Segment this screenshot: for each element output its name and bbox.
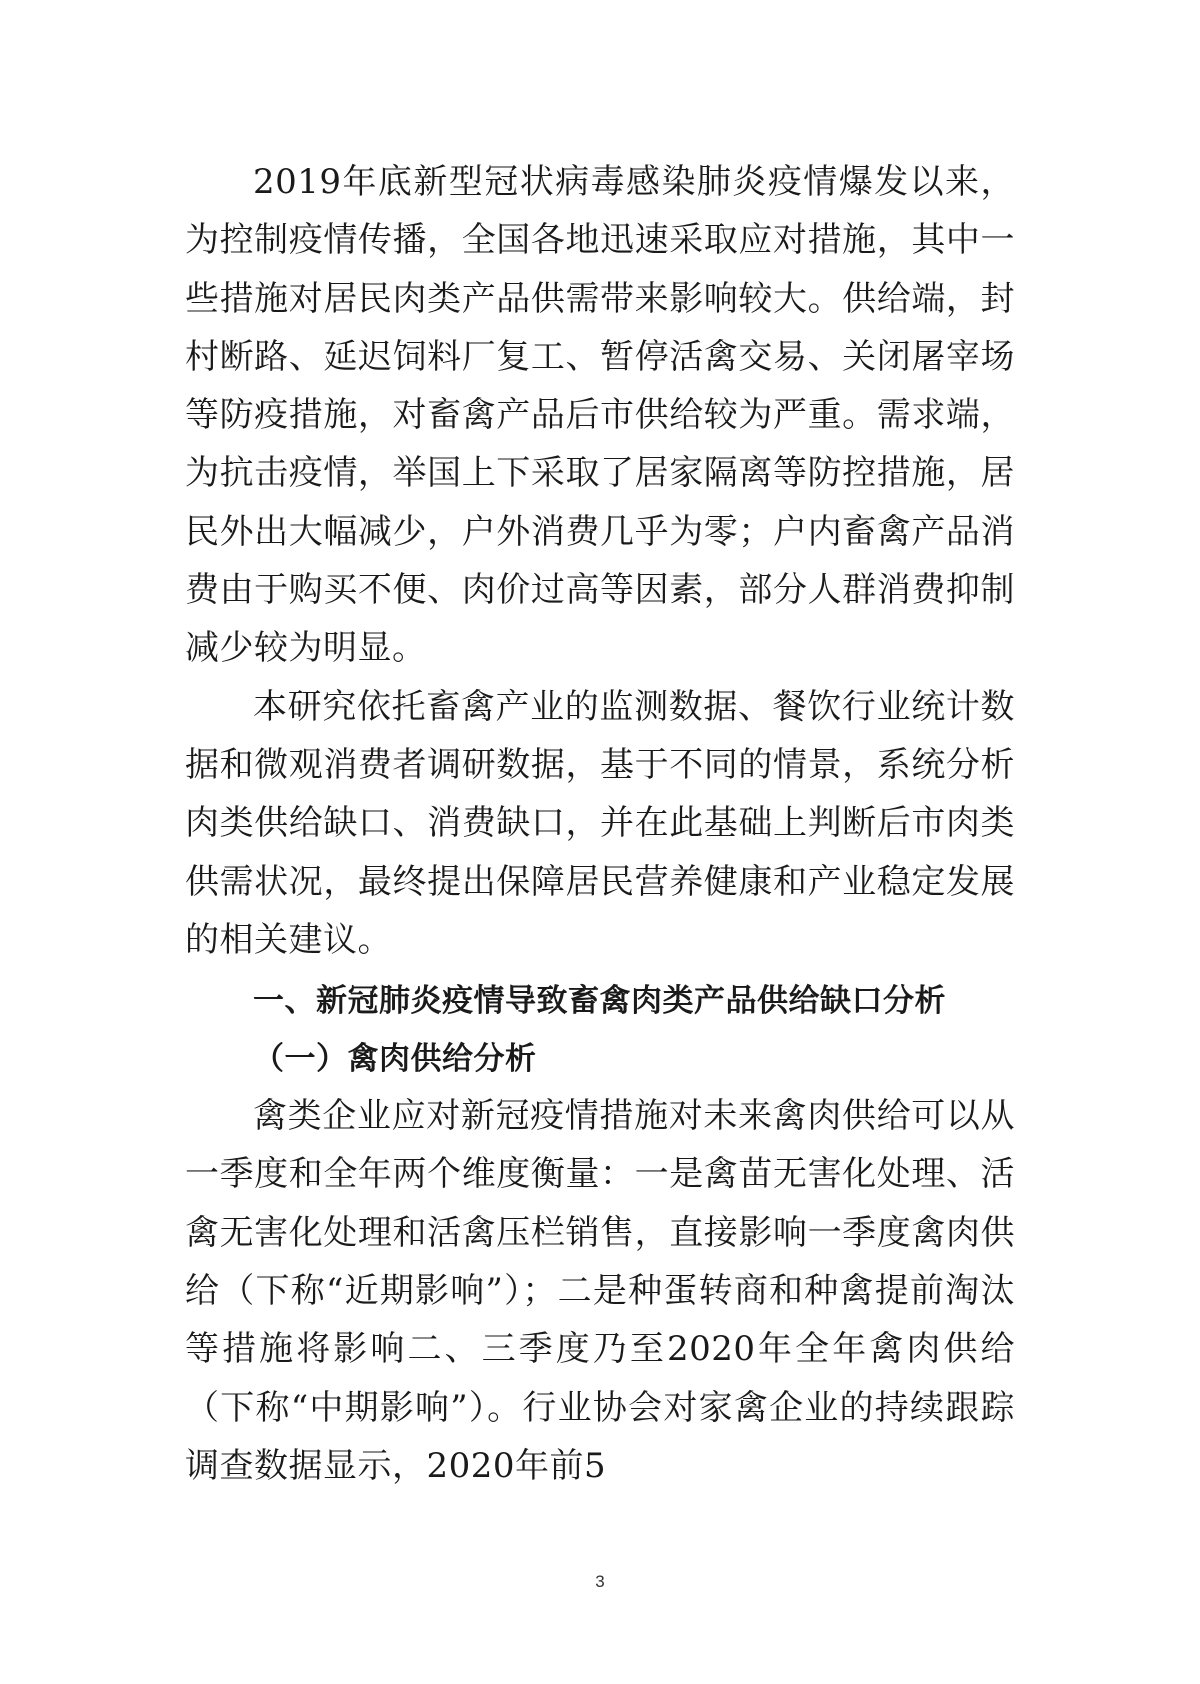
document-body [185, 153, 1015, 1495]
intro-paragraph-1: 2019年底新型冠状病毒感染肺炎疫情爆发以来，为控制疫情传播，全国各地迅速采取应对措施，其中一些措施对居民肉类产品供需带来影响较大。供给端，封村断路、延迟饲料厂复工、暂停活禽交易、关闭屠宰场等防疫措施，对畜禽产品后市供给较为严重。需求端，为抗击疫情，举国上下采取了居家隔离等防控措施，居民外出大幅减少，户外消费几乎为零；户内畜禽产品消费由于购买不便、肉价过高等因素，部分人群消费抑制减少较为明显。 [185, 162, 1015, 669]
subsection-heading: （一）禽肉供给分析 [253, 1041, 537, 1078]
intro-paragraph-2: 本研究依托畜禽产业的监测数据、餐饮行业统计数据和微观消费者调研数据，基于不同的情景，系统分析肉类供给缺口、消费缺口，并在此基础上判断后市肉类供需状况，最终提出保障居民营养健康和产业稳定发展的相关建议。 [185, 686, 1015, 960]
poultry-paragraph: 禽类企业应对新冠疫情措施对未来禽肉供给可以从一季度和全年两个维度衡量：一是禽苗无害化处理、活禽无害化处理和活禽压栏销售，直接影响一季度禽肉供给（下称“近期影响”）；二是种蛋转商和种禽提前淘汰等措施将影响二、三季度乃至2020年全年禽肉供给（下称“中期影响”）。行业协会对家禽企业的持续跟踪调查数据显示，2020年前5 [185, 1096, 1015, 1486]
section-heading: 一、新冠肺炎疫情导致畜禽肉类产品供给缺口分析 [253, 983, 946, 1020]
page-number: 3 [595, 1572, 605, 1591]
